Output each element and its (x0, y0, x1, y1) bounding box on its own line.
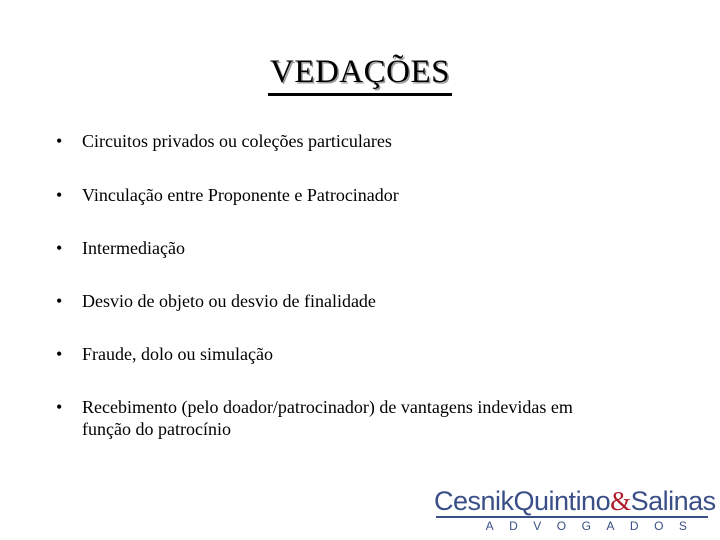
company-logo (434, 486, 716, 533)
slide-title-container (0, 52, 720, 96)
bullet-icon: • (56, 185, 63, 205)
logo-divider (436, 516, 708, 518)
bullet-icon: • (56, 344, 63, 364)
bullet-icon: • (56, 238, 63, 258)
slide-title: VEDAÇÕES (268, 52, 452, 96)
list-item-text: Fraude, dolo ou simulação (82, 344, 273, 364)
bullet-icon: • (56, 397, 63, 417)
logo-ampersand: & (610, 486, 631, 516)
list-item-text: Circuitos privados ou coleções particulares (82, 131, 392, 151)
logo-subtitle: ADVOGADOS (485, 519, 703, 533)
bullet-icon: • (56, 131, 63, 151)
list-item-text-line2: função do patrocínio (82, 419, 231, 439)
logo-wordmark (434, 486, 716, 516)
list-item-text (82, 396, 662, 440)
logo-name-part1: CesnikQuintino (434, 486, 611, 516)
list-item-text: Intermediação (82, 238, 185, 258)
bullet-icon: • (56, 291, 63, 311)
list-item-text: Desvio de objeto ou desvio de finalidade (82, 291, 376, 311)
list-item-text: Vinculação entre Proponente e Patrocinador (82, 185, 399, 205)
list-item-text-line1: Recebimento (pelo doador/patrocinador) de vantagens indevidas em (82, 397, 573, 417)
logo-name-part2: Salinas (630, 486, 716, 516)
